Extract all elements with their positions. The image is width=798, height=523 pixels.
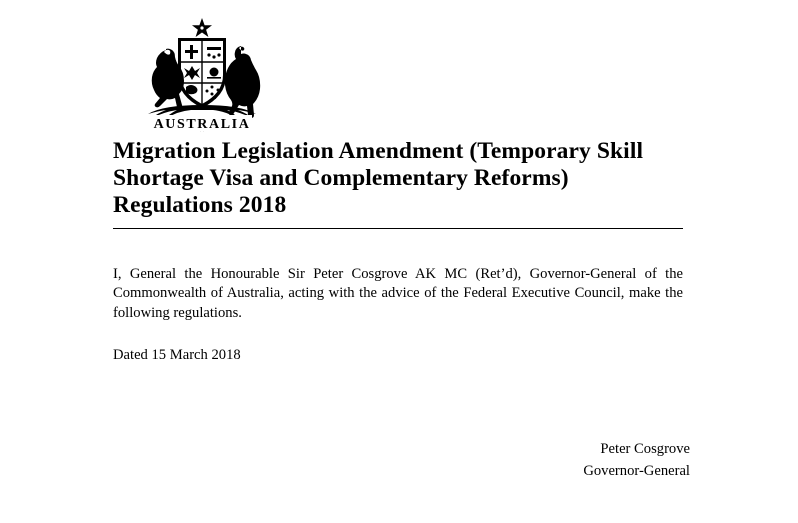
title-divider: [113, 228, 683, 229]
australian-coat-of-arms-icon: [108, 14, 296, 132]
svg-text:AUSTRALIA: AUSTRALIA: [153, 117, 251, 132]
signatory-role: Governor-General: [583, 463, 690, 479]
signatory-name: Peter Cosgrove: [600, 441, 690, 457]
dated-line: Dated 15 March 2018: [113, 347, 241, 363]
preamble-paragraph: I, General the Honourable Sir Peter Cosgrove AK MC (Ret’d), Governor-General of the Commonwealth of Australia, acting with the advice of the Federal Executive Council, make the following regulations.: [113, 265, 683, 321]
page-title: Migration Legislation Amendment (Temporary Skill Shortage Visa and Complementary Reforms) Regulations 2018: [113, 138, 644, 218]
title-block: [113, 138, 683, 229]
signature-block: [583, 438, 690, 482]
